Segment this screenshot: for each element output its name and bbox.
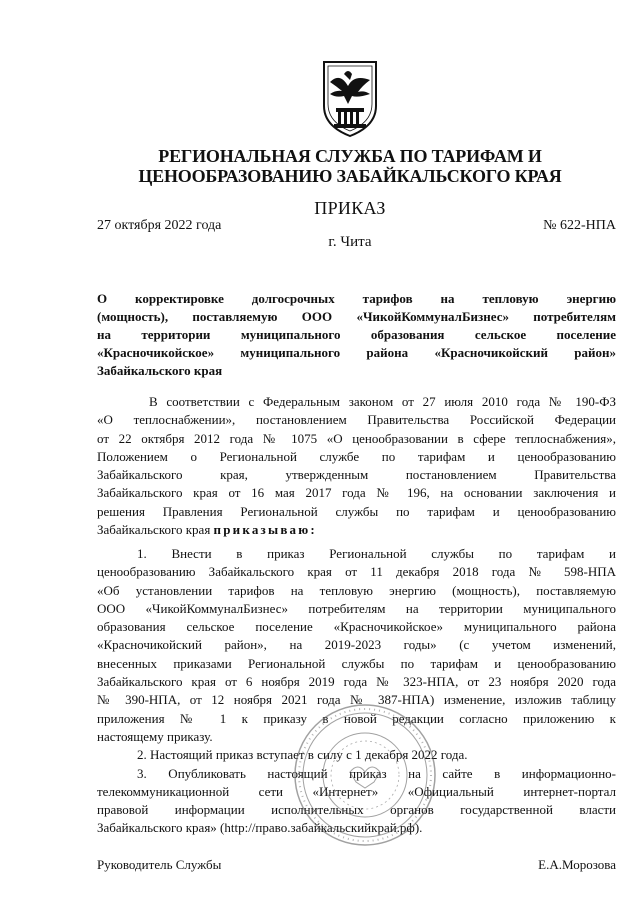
signatory-name: Е.А.Морозова xyxy=(538,857,616,872)
order-word: приказываю: xyxy=(213,522,317,538)
item1-line: «Красночикойский район», на 2019-2023 годы» (с учетом изменений, xyxy=(97,637,616,653)
title-line: на территории муниципального образования сельское поселение xyxy=(97,327,616,342)
item1-line: образования сельское поселение «Красночикойское» муниципального района xyxy=(97,619,616,635)
organization-name-line1: РЕГИОНАЛЬНАЯ СЛУЖБА ПО ТАРИФАМ И xyxy=(158,146,542,166)
title-line: О корректировке долгосрочных тарифов на тепловую энергию xyxy=(97,291,616,306)
signatory-position: Руководитель Службы xyxy=(97,857,222,872)
paragraph-line: В соответствии с Федеральным законом от 27 июля 2010 года № 190-ФЗ xyxy=(149,394,616,409)
item3-line: 3. Опубликовать настоящий приказ на сайте в информационно- xyxy=(137,765,616,781)
title-line: «Красночикойское» муниципального района «Красночикойский район» xyxy=(97,345,616,360)
item1-line: «Об установлении тарифов на тепловую энергию (мощность), поставляемую xyxy=(97,582,616,598)
item3-line: правовой информации исполнительных органов государственной власти xyxy=(97,802,616,818)
document-city: г. Чита xyxy=(328,234,372,250)
paragraph-line: Забайкальского края, утвержденным постановлением Правительства xyxy=(97,467,616,483)
title-line: Забайкальского края xyxy=(97,363,223,378)
document-number: № 622-НПА xyxy=(543,218,616,233)
paragraph-line: Положением о Региональной службе по тарифам и ценообразованию xyxy=(97,448,616,464)
item2-line: 2. Настоящий приказ вступает в силу с 1 декабря 2022 года. xyxy=(137,747,468,763)
item1-line: настоящему приказу. xyxy=(97,728,213,744)
official-seal-stamp xyxy=(290,700,440,850)
paragraph-line: от 22 октября 2012 года № 1075 «О ценообразовании в сфере теплоснабжения», xyxy=(97,430,616,446)
paragraph-line: Забайкальского края от 16 мая 2017 года № 196, на основании заключения и xyxy=(97,485,616,501)
item3-line: Забайкальского края» (http://право.забайкальскийкрай.рф). xyxy=(97,820,423,836)
document-title xyxy=(97,290,616,380)
paragraph-line xyxy=(97,521,616,539)
paragraph-line: «О теплоснабжении», постановлением Правительства Российской Федерации xyxy=(97,412,616,428)
preamble-paragraph xyxy=(97,393,616,539)
item1-line: внесенных приказами Региональной службы по тарифам и ценообразованию xyxy=(97,655,616,671)
item1-line: приложения № 1 к приказу в новой редакции согласно приложению к xyxy=(97,710,616,726)
document-date: 27 октября 2022 года xyxy=(97,218,222,233)
paragraph-line: решения Правления Региональной службы по тарифам и ценообразованию xyxy=(97,503,616,519)
item1-line: ООО «ЧикойКоммуналБизнес» потребителям на территории муниципального xyxy=(97,600,616,616)
item1-line: Забайкальского края от 6 ноября 2019 года № 323-НПА, от 23 ноября 2020 года xyxy=(97,674,616,690)
organization-name-line2: ЦЕНООБРАЗОВАНИЮ ЗАБАЙКАЛЬСКОГО КРАЯ xyxy=(138,166,562,186)
item3-line: телекоммуникационной сети «Интернет» «Официальный интернет-портал xyxy=(97,783,616,799)
document-type: ПРИКАЗ xyxy=(314,198,386,218)
coat-of-arms-emblem xyxy=(318,60,382,138)
item1-line: ценообразованию Забайкальского края от 11 декабря 2018 года № 598-НПА xyxy=(97,564,616,580)
item1-line: 1. Внести в приказ Региональной службы по тарифам и xyxy=(137,546,616,561)
item1-line: № 390-НПА, от 12 ноября 2021 года № 387-НПА) изменение, изложив таблицу xyxy=(97,692,616,708)
preamble-last-text: Забайкальского края xyxy=(97,522,214,538)
title-line: (мощность), поставляемую ООО «ЧикойКоммуналБизнес» потребителям xyxy=(97,309,616,324)
